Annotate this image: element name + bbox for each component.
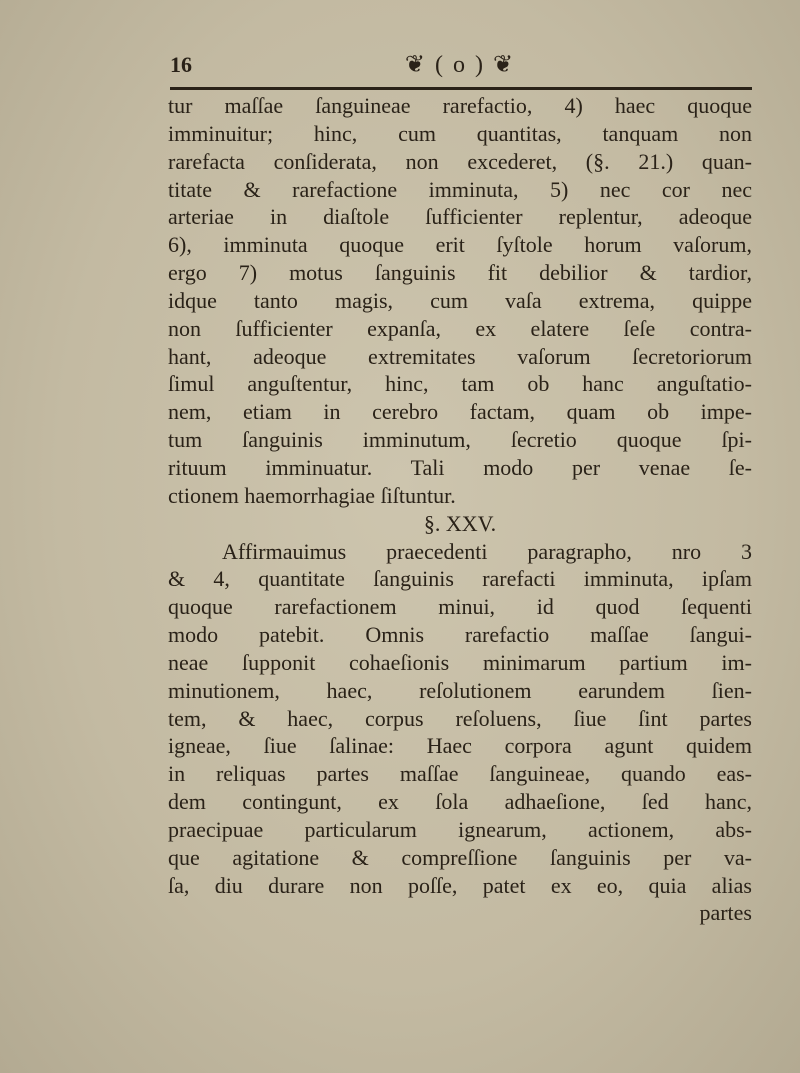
- text-line: quoque rarefactionem minui, id quod ſequenti: [168, 594, 752, 620]
- text-line: in reliquas partes maſſae ſanguineae, quando eas-: [168, 761, 752, 787]
- running-head-ornament: ❦ ( o ) ❦: [404, 52, 516, 78]
- text-line: dem contingunt, ex ſola adhaeſione, ſed hanc,: [168, 789, 752, 815]
- text-line: non ſufficienter expanſa, ex elatere ſeſe contra-: [168, 315, 752, 341]
- text-line: ſa, diu durare non poſſe, patet ex eo, quia alias: [168, 872, 752, 898]
- text-line: imminuitur; hinc, cum quantitas, tanquam non: [168, 120, 752, 146]
- text-line: modo patebit. Omnis rarefactio maſſae ſangui-: [168, 622, 752, 648]
- text-line: tur maſſae ſanguineae rarefactio, 4) haec quoque: [168, 93, 752, 118]
- page-number: 16: [170, 52, 192, 77]
- text-line: rarefacta conſiderata, non excederet, (§. 21.) quan-: [168, 148, 752, 174]
- text-line: arteriae in diaſtole ſufficienter replentur, adeoque: [168, 204, 752, 230]
- text-line: ſimul anguſtentur, hinc, tam ob hanc anguſtatio-: [168, 371, 752, 397]
- text-line: Affirmauimus praecedenti paragrapho, nro 3: [222, 538, 752, 564]
- text-line: igneae, ſiue ſalinae: Haec corpora agunt quidem: [168, 733, 752, 759]
- text-line: minutionem, haec, reſolutionem earundem ſien-: [168, 677, 752, 703]
- text-line: rituum imminuatur. Tali modo per venae ſe-: [168, 454, 752, 480]
- text-line: nem, etiam in cerebro factam, quam ob impe-: [168, 399, 752, 425]
- catchword: partes: [699, 900, 752, 926]
- text-line: titate & rarefactione imminuta, 5) nec cor nec: [168, 176, 752, 202]
- text-line: tum ſanguinis imminutum, ſecretio quoque ſpi-: [168, 427, 752, 453]
- text-line: neae ſupponit cohaeſionis minimarum partium im-: [168, 649, 752, 675]
- section-heading: §. XXV.: [423, 510, 497, 536]
- text-line: hant, adeoque extremitates vaſorum ſecretoriorum: [168, 343, 752, 369]
- text-line: & 4, quantitate ſanguinis rarefacti imminuta, ipſam: [168, 566, 752, 592]
- text-line: idque tanto magis, cum vaſa extrema, quippe: [168, 287, 752, 313]
- text-line: ctionem haemorrhagiae ſiſtuntur.: [168, 482, 456, 508]
- text-line: que agitatione & compreſſione ſanguinis per va-: [168, 844, 752, 870]
- text-line: 6), imminuta quoque erit ſyſtole horum vaſorum,: [168, 232, 752, 258]
- text-line: tem, & haec, corpus reſoluens, ſiue ſint partes: [168, 705, 752, 731]
- body-text: [168, 92, 752, 927]
- header-rule: [170, 87, 752, 90]
- text-line: praecipuae particularum ignearum, actionem, abs-: [168, 816, 752, 842]
- text-line: ergo 7) motus ſanguinis fit debilior & tardior,: [168, 260, 752, 286]
